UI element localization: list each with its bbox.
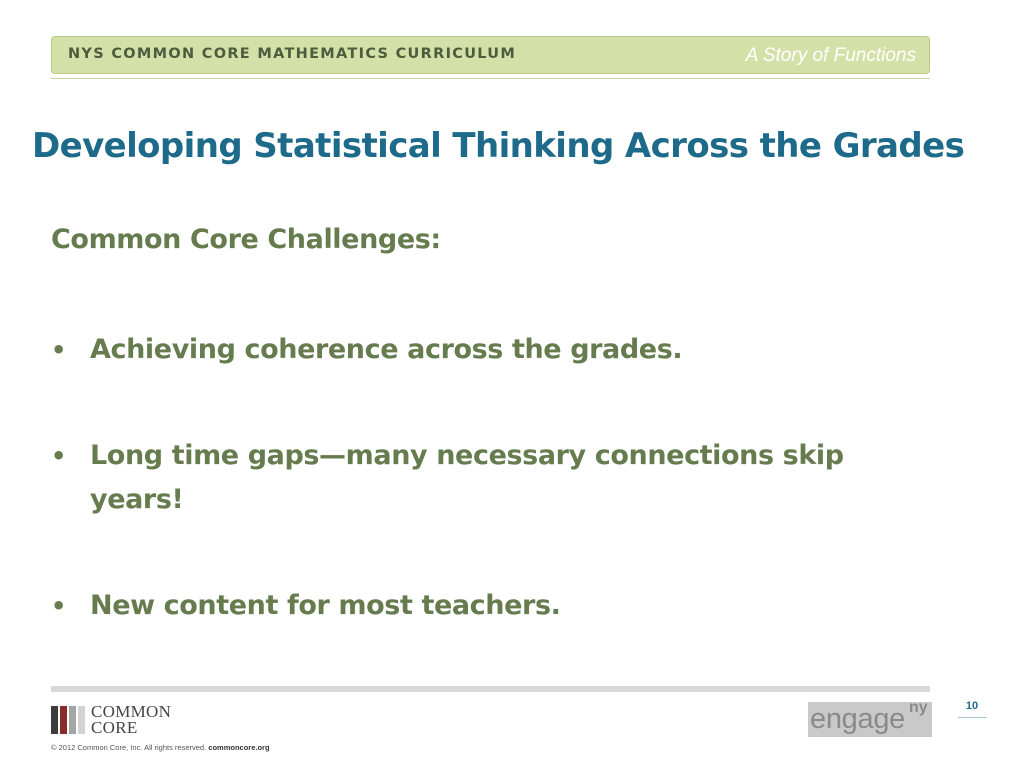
bullet-item	[51, 328, 881, 372]
common-core-logo-line2: CORE	[91, 718, 138, 737]
bullet-text: Long time gaps—many necessary connections skip years!	[90, 440, 844, 515]
curriculum-label: NYS COMMON CORE MATHEMATICS CURRICULUM	[68, 46, 517, 62]
engageny-logo	[808, 699, 932, 737]
page-number-underline	[958, 717, 987, 718]
bullet-icon: •	[51, 592, 66, 620]
header-bar	[51, 36, 930, 74]
copyright-link[interactable]: commoncore.org	[208, 743, 270, 752]
bullet-icon: •	[51, 336, 66, 364]
bullet-item	[51, 434, 881, 522]
bullet-text: New content for most teachers.	[90, 590, 561, 621]
bullet-icon: •	[51, 442, 66, 470]
header-divider	[51, 78, 930, 79]
page-number: 10	[965, 700, 979, 712]
series-label: A Story of Functions	[745, 45, 916, 66]
engage-logo-superscript: ny	[909, 699, 928, 716]
engage-logo-word: engage	[810, 703, 905, 735]
copyright-notice	[51, 743, 270, 752]
bullet-item	[51, 584, 881, 628]
slide-title: Developing Statistical Thinking Across the Grades	[32, 126, 965, 166]
slide-subheading: Common Core Challenges:	[51, 224, 441, 255]
common-core-logo	[51, 704, 191, 736]
copyright-text: © 2012 Common Core, Inc. All rights reserved.	[51, 743, 207, 752]
footer-divider	[51, 686, 930, 692]
common-core-bars-icon	[51, 706, 87, 734]
common-core-logo-line1: COMMON	[91, 702, 172, 721]
bullet-text: Achieving coherence across the grades.	[90, 334, 683, 365]
